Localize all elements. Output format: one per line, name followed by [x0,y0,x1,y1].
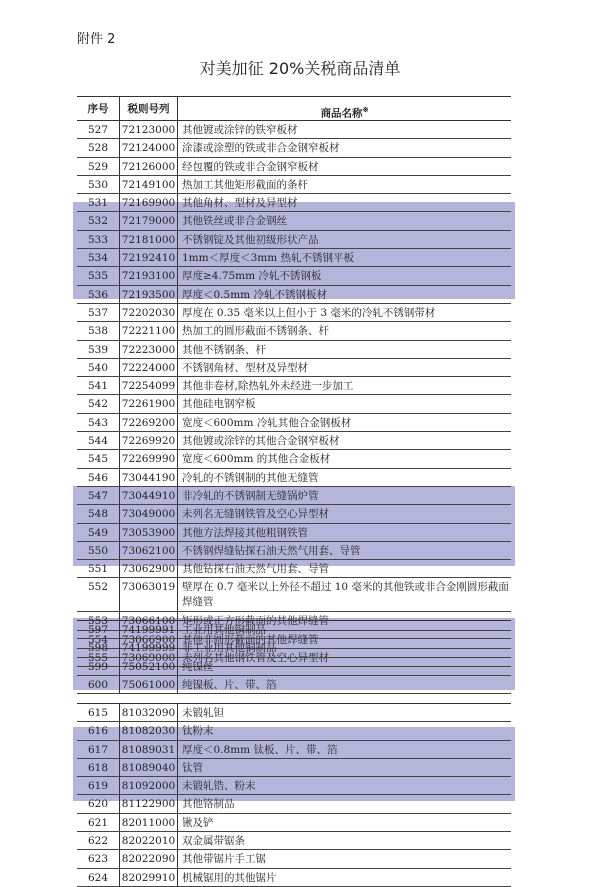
cell-name: 厚度在 0.35 毫米以上但小于 3 毫米的冷轧不锈钢带材 [182,306,436,319]
cell-code: 72181000 [120,231,178,248]
cell-seq: 539 [77,341,120,358]
cell-name: 工业用其他铜制品 [182,624,266,636]
cell-code: 73053900 [120,524,178,541]
cell-code: 72221100 [120,322,178,339]
cell-name: 未列名其他钢铁管及空心异型材 [182,652,329,665]
cell-seq: 615 [77,704,120,721]
cell-code: 81089040 [120,759,178,776]
table-row [77,676,511,694]
cell-seq: 538 [77,322,120,339]
cell-name: 不锈钢锭及其他初级形状产品 [182,233,319,246]
table-row [77,395,511,413]
cell-name: 机械锯用的其他锯片 [182,871,277,884]
cell-code: 72126000 [120,158,178,175]
cell-code: 72193500 [120,286,178,303]
cell-code: 81092000 [120,777,178,794]
cell-name: 厚度＜0.5mm 冷轧不锈钢板材 [182,288,327,301]
cell-code: 72261900 [120,395,178,412]
cell-name: 其他钻探石油天然气用套、导管 [182,563,329,576]
table-row [77,212,511,230]
cell-seq: 598 [77,639,120,656]
table-row [77,487,511,505]
cell-name: 矩形或正方形截面的其他焊缝管 [182,615,329,628]
cell-name: 壁厚在 0.7 毫米以上外径不超过 10 毫米的其他铁或非合金刚圆形截面焊缝管 [182,581,509,609]
cell-code: 74199991 [120,621,178,638]
cell-code: 73062900 [120,560,178,577]
table-row [77,121,511,139]
cell-seq: 535 [77,267,120,284]
cell-code: 73044910 [120,487,178,504]
cell-code: 75052100 [120,658,178,675]
table-row [77,560,511,578]
cell-name: 其他铁丝或非合金钢丝 [182,215,287,228]
header-note: ※ [362,105,369,114]
table-row [77,267,511,285]
cell-name: 其他镀或涂锌的铁窄板材 [182,124,298,136]
cell-seq: 541 [77,377,120,394]
cell-name: 非冷轧的不锈钢制无缝锅炉管 [182,489,319,502]
cell-code: 81032090 [120,704,178,721]
table-row [77,658,511,676]
cell-code: 81122900 [120,795,178,812]
cell-seq: 553 [77,612,120,629]
cell-name: 宽度＜600mm 冷轧其他合金钢板材 [182,416,352,429]
cell-code: 72169900 [120,194,178,211]
table-row [77,377,511,395]
cell-code: 72124000 [120,139,178,156]
cell-seq: 618 [77,759,120,776]
cell-seq: 623 [77,850,120,867]
cell-code: 73044190 [120,469,178,486]
cell-code: 72149100 [120,176,178,193]
cell-name: 宽度＜600mm 的其他合金板材 [182,453,331,466]
cell-name: 厚度≥4.75mm 冷轧不锈钢板 [182,270,322,283]
cell-name: 其他带锯片手工锯 [182,853,266,866]
cell-code: 72123000 [120,121,178,138]
table-row [77,639,511,657]
cell-code: 73066100 [120,612,178,629]
segment-3-rows [77,704,511,887]
cell-seq: 619 [77,777,120,794]
cell-name: 涂漆或涂塑的铁或非合金钢窄板材 [182,142,340,155]
cell-name: 其他非卷材,除热轧外未经进一步加工 [182,380,354,393]
cell-name: 其他镀或涂锌的其他合金钢窄板材 [182,435,340,448]
tariff-table-segment-1 [77,96,511,667]
cell-name: 纯镍丝 [182,660,214,673]
table-row [77,869,511,887]
cell-seq: 530 [77,176,120,193]
cell-seq: 544 [77,432,120,449]
table-row [77,777,511,795]
table-row [77,759,511,777]
cell-seq: 529 [77,158,120,175]
cell-seq: 551 [77,560,120,577]
cell-code: 82011000 [120,814,178,831]
cell-seq: 597 [77,621,120,638]
cell-seq: 533 [77,231,120,248]
cell-name: 其他方法焊接其他粗钢铁管 [182,526,308,539]
cell-code: 72192410 [120,249,178,266]
cell-code: 82022010 [120,832,178,849]
cell-seq: 616 [77,722,120,739]
cell-name: 锹及铲 [182,816,214,829]
cell-code: 72202030 [120,304,178,321]
cell-seq: 622 [77,832,120,849]
table-row [77,414,511,432]
cell-seq: 531 [77,194,120,211]
cell-seq: 599 [77,658,120,675]
table-row [77,231,511,249]
cell-code: 73066900 [120,631,178,648]
tariff-table-segment-3 [77,703,511,887]
table-row [77,722,511,740]
cell-name: 其他非圆形截面的其他焊缝管 [182,633,319,646]
cell-seq: 542 [77,395,120,412]
cell-name: 1mm＜厚度＜3mm 热轧不锈钢平板 [182,252,355,265]
cell-seq: 545 [77,450,120,467]
cell-seq: 555 [77,649,120,666]
cell-code: 82029910 [120,869,178,886]
cell-name: 其他铬制品 [182,798,235,811]
cell-code: 72223000 [120,341,178,358]
table-row [77,542,511,560]
cell-seq: 536 [77,286,120,303]
cell-code: 72179000 [120,212,178,229]
cell-code: 72254099 [120,377,178,394]
cell-code: 72224000 [120,359,178,376]
cell-seq: 543 [77,414,120,431]
cell-seq: 617 [77,741,120,758]
table-row [77,795,511,813]
table-row [77,850,511,868]
table-row [77,341,511,359]
cell-name: 未锻轧锆、粉末 [182,780,256,793]
cell-seq: 621 [77,814,120,831]
table-row [77,814,511,832]
cell-name: 冷轧的不锈钢制的其他无缝管 [182,471,319,484]
table-row [77,359,511,377]
cell-seq: 537 [77,304,120,321]
table-row [77,194,511,212]
cell-seq: 554 [77,631,120,648]
table-row [77,322,511,340]
cell-code: 74199999 [120,639,178,656]
table-row [77,286,511,304]
cell-seq: 532 [77,212,120,229]
cell-name: 未锻轧钽 [182,707,224,719]
cell-seq: 552 [77,578,120,611]
cell-seq: 600 [77,676,120,693]
cell-code: 75061000 [120,676,178,693]
header-name [178,97,511,120]
cell-code: 81082030 [120,722,178,739]
table-row [77,432,511,450]
table-header [77,96,511,121]
table-row [77,704,511,722]
cell-name: 不锈钢角材、型材及异型材 [182,361,308,374]
cell-seq: 528 [77,139,120,156]
cell-code: 72269920 [120,432,178,449]
cell-seq: 546 [77,469,120,486]
cell-seq: 548 [77,505,120,522]
table-row [77,832,511,850]
cell-seq: 534 [77,249,120,266]
table-row [77,139,511,157]
cell-name: 钛粉末 [182,725,214,738]
cell-code: 72269200 [120,414,178,431]
header-name-text: 商品名称 [320,107,363,120]
cell-code: 73049000 [120,505,178,522]
cell-name: 热加工其他矩形截面的条杆 [182,178,308,191]
cell-seq: 620 [77,795,120,812]
header-code: 税则号列 [120,97,178,120]
cell-name: 纯镍板、片、带、箔 [182,678,277,691]
header-seq: 序号 [77,97,120,120]
segment-2-rows [77,621,511,694]
cell-code: 82022090 [120,850,178,867]
table-row [77,469,511,487]
cell-code: 73069000 [120,649,178,666]
annex-label: 附件 2 [77,32,116,47]
cell-seq: 549 [77,524,120,541]
cell-name: 热加工的圆形截面不锈钢条、杆 [182,325,329,338]
cell-name: 非工业用其他铜制品 [182,642,277,655]
cell-seq: 624 [77,869,120,886]
table-row [77,249,511,267]
cell-seq: 550 [77,542,120,559]
table-row [77,621,511,639]
cell-name: 不锈钢焊缝钻探石油天然气用套、导管 [182,544,361,557]
cell-name: 其他角材、型材及异型材 [182,197,298,210]
tariff-table-segment-2 [77,620,511,694]
cell-seq: 527 [77,121,120,138]
table-row [77,741,511,759]
cell-name: 钛管 [182,761,203,774]
document-title: 对美加征 20%关税商品清单 [199,59,401,78]
cell-code: 72193100 [120,267,178,284]
cell-name: 其他硅电钢窄板 [182,398,256,411]
table-row [77,524,511,542]
table-row [77,304,511,322]
cell-code: 81089031 [120,741,178,758]
cell-name: 双金属带锯条 [182,835,245,848]
table-row [77,505,511,523]
table-row [77,158,511,176]
cell-seq: 540 [77,359,120,376]
cell-name: 未列名无缝钢铁管及空心异型材 [182,508,329,521]
cell-seq: 547 [77,487,120,504]
cell-name: 厚度＜0.8mm 钛板、片、带、箔 [182,743,338,756]
cell-code: 73062100 [120,542,178,559]
table-row [77,578,511,612]
cell-code: 72269990 [120,450,178,467]
cell-code: 73063019 [120,578,178,611]
table-row [77,176,511,194]
cell-name: 经包覆的铁或非合金钢窄板材 [182,160,319,173]
segment-1-rows [77,121,511,667]
cell-name: 其他不锈钢条、杆 [182,343,266,356]
table-row [77,450,511,468]
